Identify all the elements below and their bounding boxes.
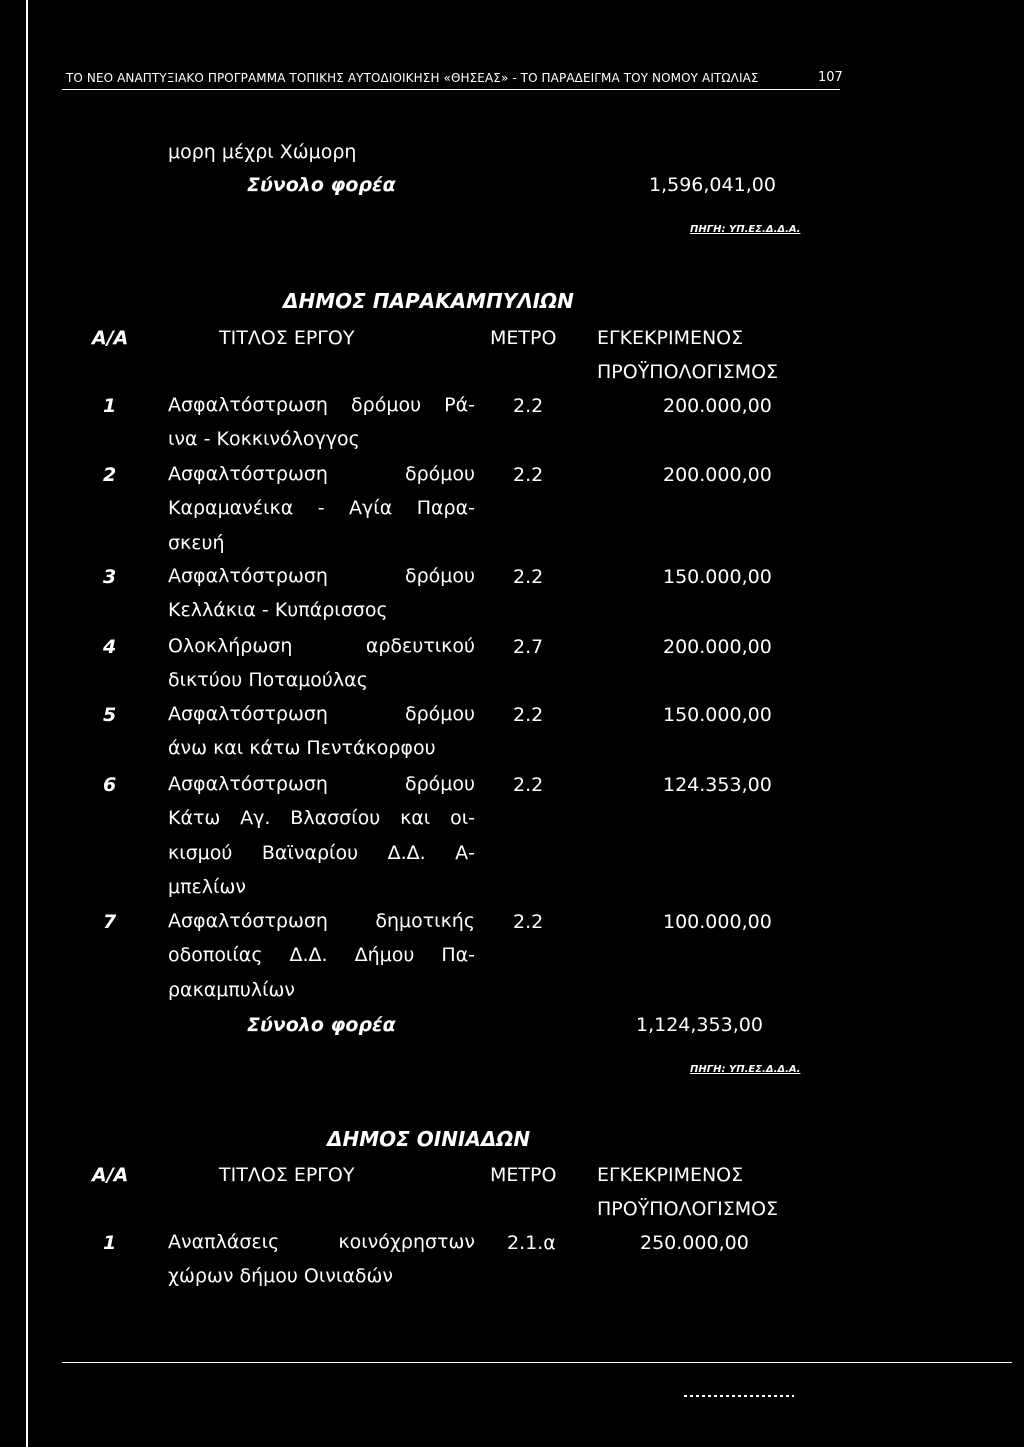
row-measure: 2.7 [513,636,544,658]
column-budget-line1: ΕΓΚΕΚΡΙΜΕΝΟΣ [597,1164,744,1186]
row-measure: 2.2 [513,911,544,933]
header-rule [62,89,840,90]
row-title: Ασφαλτόστρωση δρόμου άνω και κάτω Πεντάκορφου [168,703,475,760]
row-budget: 200.000,00 [663,636,772,658]
column-budget-line2: ΠΡΟΫΠΟΛΟΓΙΣΜΟΣ [597,361,779,383]
row-budget: 200.000,00 [663,395,772,417]
row-measure: 2.2 [513,566,544,588]
row-number: 1 [103,1232,117,1254]
row-title: Ασφαλτόστρωση δρόμου Κελλάκια - Κυπάρισσος [168,565,475,622]
total-value-prev: 1,596,041,00 [649,174,776,196]
row-number: 1 [103,395,117,417]
total-label: Σύνολο φορέα [247,1014,396,1036]
row-title: Ολοκλήρωση αρδευτικού δικτύου Ποταμούλας [168,635,475,692]
column-budget-line2: ΠΡΟΫΠΟΛΟΓΙΣΜΟΣ [597,1198,779,1220]
running-header: ΤΟ ΝΕΟ ΑΝΑΠΤΥΞΙΑΚΟ ΠΡΟΓΡΑΜΜΑ ΤΟΠΙΚΗΣ ΑΥΤΟΔΙΟΙΚΗΣΗ «ΘΗΣΕΑΣ» - ΤΟ ΠΑΡΑΔΕΙΓΜΑ ΤΟΥ ΝΟΜΟΥ ΑΙΤΩΛΙΑΣ [66,71,759,85]
total-label-prev: Σύνολο φορέα [247,174,396,196]
row-measure: 2.2 [513,704,544,726]
column-measure: ΜΕΤΡΟ [490,327,557,349]
row-number: 5 [103,704,117,726]
row-budget: 200.000,00 [663,464,772,486]
column-title: ΤΙΤΛΟΣ ΕΡΓΟΥ [219,1164,355,1186]
section-title-oiniadon: ΔΗΜΟΣ ΟΙΝΙΑΔΩΝ [327,1127,531,1151]
page-number: 107 [818,70,843,85]
row-measure: 2.2 [513,395,544,417]
row-number: 3 [103,566,117,588]
row-budget: 150.000,00 [663,704,772,726]
continued-row-text: μορη μέχρι Χώμορη [168,141,357,163]
column-budget-line1: ΕΓΚΕΚΡΙΜΕΝΟΣ [597,327,744,349]
column-aa: Α/Α [92,327,129,349]
row-title: Ασφαλτόστρωση δρόμου Ρά- ινα - Κοκκινόλογγος [168,394,475,451]
footer-rule [62,1362,1012,1363]
row-measure: 2.1.α [507,1232,556,1254]
row-budget: 250.000,00 [640,1232,749,1254]
row-budget: 150.000,00 [663,566,772,588]
source-note: ΠΗΓΗ: ΥΠ.ΕΣ.Δ.Δ.Α. [690,1064,801,1075]
row-title: Ασφαλτόστρωση δημοτικής οδοποιίας Δ.Δ. Δήμου Πα- ρακαμπυλίων [168,910,475,1001]
column-measure: ΜΕΤΡΟ [490,1164,557,1186]
scan-artifact-marks [684,1395,794,1397]
row-number: 7 [103,911,117,933]
row-budget: 100.000,00 [663,911,772,933]
column-title: ΤΙΤΛΟΣ ΕΡΓΟΥ [219,327,355,349]
row-title: Αναπλάσεις κοινόχρηστων χώρων δήμου Οινιαδών [168,1231,475,1288]
row-measure: 2.2 [513,464,544,486]
row-number: 2 [103,464,117,486]
total-value: 1,124,353,00 [636,1014,763,1036]
section-title-parakampylion: ΔΗΜΟΣ ΠΑΡΑΚΑΜΠΥΛΙΩΝ [283,289,574,313]
row-title: Ασφαλτόστρωση δρόμου Καραμανέικα - Αγία Παρα- σκευή [168,463,475,554]
row-budget: 124.353,00 [663,774,772,796]
column-aa: Α/Α [92,1164,129,1186]
row-number: 4 [103,636,117,658]
row-title: Ασφαλτόστρωση δρόμου Κάτω Αγ. Βλασσίου και οι- κισμού Βαϊναρίου Δ.Δ. Α- μπελίων [168,773,475,898]
left-margin-line [26,0,28,1447]
source-note-prev: ΠΗΓΗ: ΥΠ.ΕΣ.Δ.Δ.Α. [690,224,801,235]
row-number: 6 [103,774,117,796]
row-measure: 2.2 [513,774,544,796]
